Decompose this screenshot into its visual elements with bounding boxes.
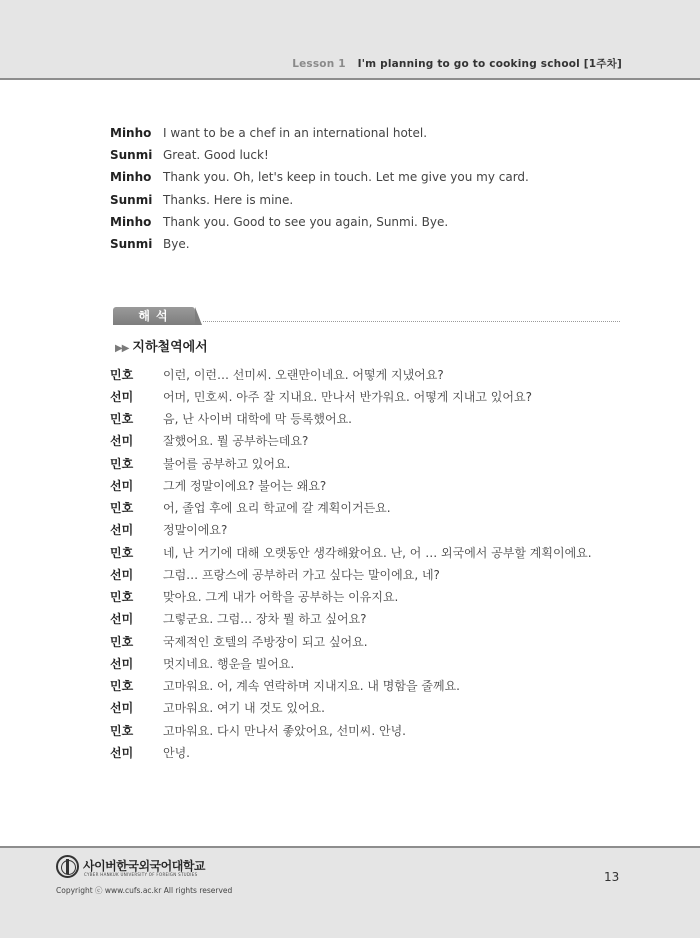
speaker-name: 민호 xyxy=(110,412,134,426)
speaker-name: 선미 xyxy=(110,746,134,760)
speaker-name: Minho xyxy=(110,170,152,184)
speaker-name: 선미 xyxy=(110,657,134,671)
speaker-name: 민호 xyxy=(110,635,134,649)
utterance: 그렇군요. 그럼… 장차 뭘 하고 싶어요? xyxy=(163,612,367,626)
utterance: I want to be a chef in an international hotel. xyxy=(163,126,428,140)
utterance: Bye. xyxy=(163,237,190,251)
utterance: 잘했어요. 뭘 공부하는데요? xyxy=(163,434,309,448)
speaker-name: 민호 xyxy=(110,724,134,738)
double-arrow-icon: ▶▶ xyxy=(115,343,129,354)
section-subheading xyxy=(115,339,208,357)
speaker-name: Sunmi xyxy=(110,193,153,207)
utterance: 이런, 이런… 선미씨. 오랜만이네요. 어떻게 지냈어요? xyxy=(163,368,444,382)
utterance: Thank you. Good to see you again, Sunmi. Bye. xyxy=(163,215,449,229)
utterance: 불어를 공부하고 있어요. xyxy=(163,457,291,471)
university-logo-icon xyxy=(56,855,79,878)
utterance: 그럼… 프랑스에 공부하러 가고 싶다는 말이에요, 네? xyxy=(163,568,440,582)
university-name: 사이버한국외국어대학교 xyxy=(83,859,206,873)
speaker-name: 민호 xyxy=(110,368,134,382)
utterance: 고마워요. 다시 만나서 좋았어요, 선미씨. 안녕. xyxy=(163,724,406,738)
speaker-name: 선미 xyxy=(110,701,134,715)
speaker-name: 선미 xyxy=(110,390,134,404)
utterance: Great. Good luck! xyxy=(163,148,269,162)
speaker-name: 민호 xyxy=(110,679,134,693)
speaker-name: 민호 xyxy=(110,457,134,471)
utterance: 네, 난 거기에 대해 오랫동안 생각해왔어요. 난, 어 … 외국에서 공부할 계획이에요. xyxy=(163,546,592,560)
speaker-name: 선미 xyxy=(110,434,134,448)
running-header xyxy=(292,56,622,71)
utterance: 고마워요. 어, 계속 연락하며 지내지요. 내 명함을 줄께요. xyxy=(163,679,460,693)
speaker-name: Sunmi xyxy=(110,237,153,251)
speaker-name: 선미 xyxy=(110,568,134,582)
utterance: 어머, 민호씨. 아주 잘 지내요. 만나서 반가워요. 어떻게 지내고 있어요? xyxy=(163,390,532,404)
utterance: 정말이에요? xyxy=(163,523,228,537)
speaker-name: 민호 xyxy=(110,590,134,604)
speaker-name: Minho xyxy=(110,215,152,229)
speaker-name: Sunmi xyxy=(110,148,153,162)
utterance: Thanks. Here is mine. xyxy=(163,193,294,207)
utterance: 안녕. xyxy=(163,746,190,760)
lesson-title: I'm planning to go to cooking school [1주차] xyxy=(357,58,622,70)
speaker-name: Minho xyxy=(110,126,152,140)
utterance: Thank you. Oh, let's keep in touch. Let me give you my card. xyxy=(163,170,529,184)
speaker-name: 선미 xyxy=(110,523,134,537)
university-english-name: CYBER HANKUK UNIVERSITY OF FOREIGN STUDIES xyxy=(84,872,198,877)
section-divider xyxy=(203,321,620,322)
subheading-text: 지하철역에서 xyxy=(132,340,208,355)
utterance: 국제적인 호텔의 주방장이 되고 싶어요. xyxy=(163,635,368,649)
utterance: 음, 난 사이버 대학에 막 등록했어요. xyxy=(163,412,352,426)
speaker-name: 선미 xyxy=(110,479,134,493)
utterance: 고마워요. 여기 내 것도 있어요. xyxy=(163,701,325,715)
page-number: 13 xyxy=(604,870,620,884)
lesson-label: Lesson 1 xyxy=(292,58,346,70)
speaker-name: 민호 xyxy=(110,501,134,515)
utterance: 멋지네요. 행운을 빌어요. xyxy=(163,657,295,671)
utterance: 어, 졸업 후에 요리 학교에 갈 계획이거든요. xyxy=(163,501,391,515)
copyright-notice: Copyright ⓒ www.cufs.ac.kr All rights reserved xyxy=(56,886,233,895)
speaker-name: 선미 xyxy=(110,612,134,626)
utterance: 맞아요. 그게 내가 어학을 공부하는 이유지요. xyxy=(163,590,399,604)
utterance: 그게 정말이에요? 불어는 왜요? xyxy=(163,479,327,493)
speaker-name: 민호 xyxy=(110,546,134,560)
section-tab-translation: 해석 xyxy=(113,307,195,325)
